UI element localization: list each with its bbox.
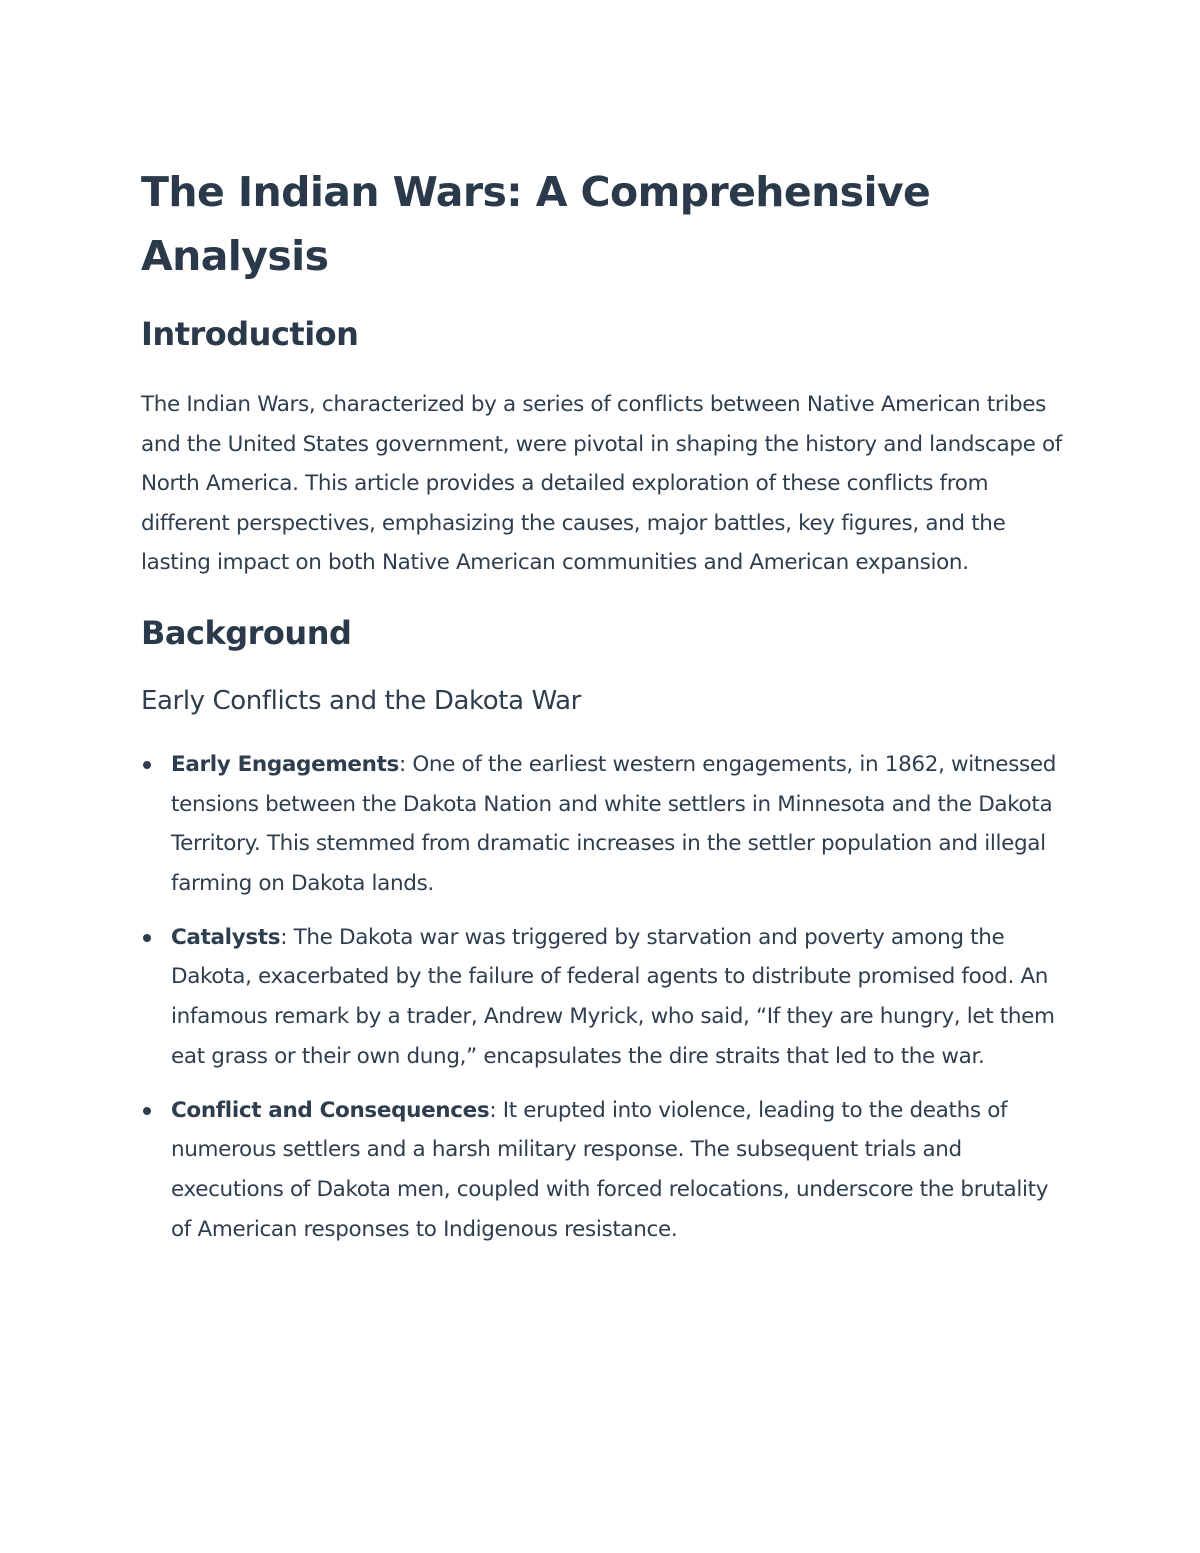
introduction-paragraph: The Indian Wars, characterized by a series of conflicts between Native American tribes and the United States government, were pivotal in shaping the history and landscape of North America. This article provides a detailed exploration of these conflicts from different perspectives, emphasizing the causes, major battles, key figures, and the lasting impact on both Native American communities and American expansion. (141, 392, 1063, 576)
dakota-war-subheading: Early Conflicts and the Dakota War (141, 685, 581, 716)
introduction-heading: Introduction (141, 315, 359, 353)
list-item-label: Conflict and Consequences (171, 1097, 490, 1123)
list-item-label: Early Engagements (171, 751, 399, 777)
list-item-text: : One of the earliest western engagements, in 1862, witnessed tensions between the Dakota Nation and white settlers in Minnesota and the Dakota Territory. This stemmed from dramatic increases in the settler population and illegal farming on Dakota lands. (171, 751, 1057, 897)
list-item-text: : It erupted into violence, leading to the deaths of numerous settlers and a harsh military response. The subsequent trials and executions of Dakota men, coupled with forced relocations, underscore the brutality of American responses to Indigenous resistance. (171, 1097, 1049, 1242)
list-item (141, 918, 1071, 1077)
list-item-text: : The Dakota war was triggered by starvation and poverty among the Dakota, exacerbated by the failure of federal agents to distribute promised food. An infamous remark by a trader, Andrew Myrick, who said, “If they are hungry, let them eat grass or their own dung,” encapsulates the dire straits that led to the war. (171, 924, 1055, 1069)
background-bullet-list (141, 745, 1071, 1249)
list-item (141, 745, 1071, 904)
document-page (141, 160, 1071, 1263)
document-title: The Indian Wars: A Comprehensive Analysis (141, 168, 931, 280)
bullet-icon (143, 761, 151, 769)
bullet-icon (143, 934, 151, 942)
list-item (141, 1091, 1071, 1250)
bullet-icon (143, 1107, 151, 1115)
background-heading: Background (141, 613, 352, 652)
list-item-label: Catalysts (171, 924, 281, 950)
